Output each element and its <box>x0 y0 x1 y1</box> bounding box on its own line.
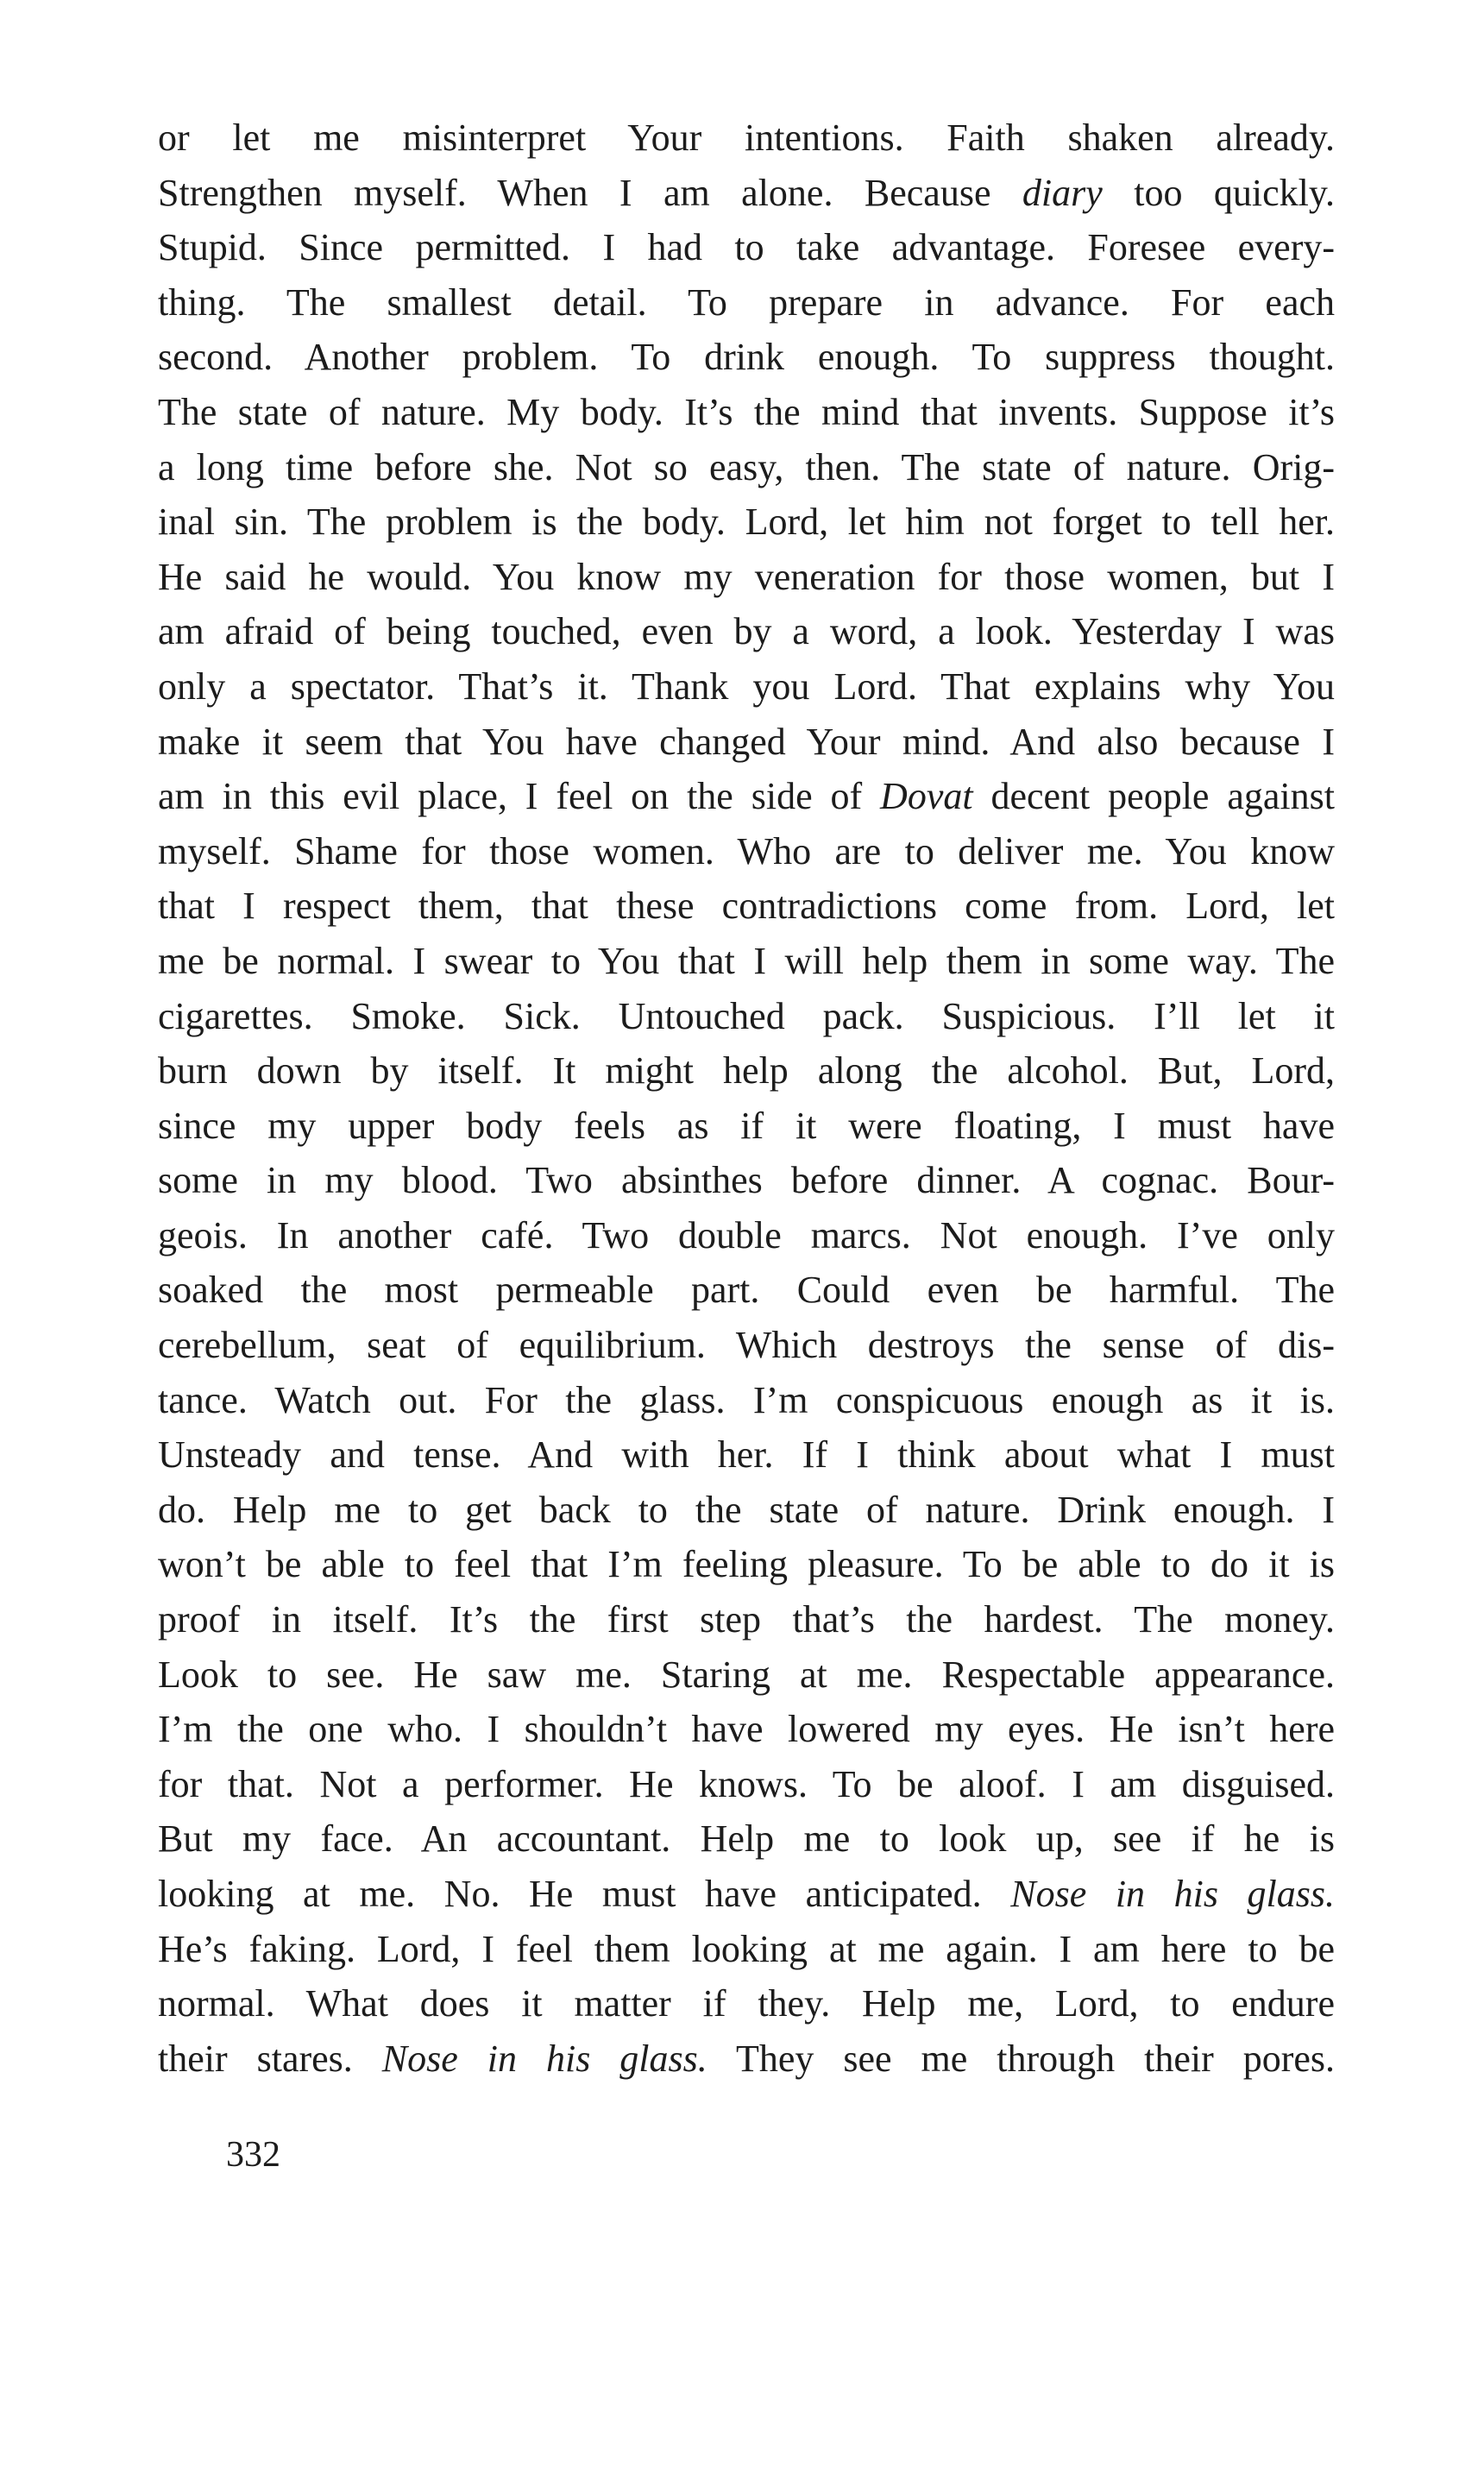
text-line <box>158 715 1335 770</box>
text-line <box>158 1318 1335 1373</box>
text-line <box>158 1043 1335 1099</box>
text-run: some in my blood. Two absinthes before dinner. A cognac. Bour- <box>158 1159 1335 1202</box>
text-run: But my face. An accountant. Help me to look up, see if he is <box>158 1817 1335 1861</box>
text-run: am in this evil place, I feel on the side of <box>158 775 881 818</box>
text-line <box>158 1976 1335 2031</box>
text-run: am afraid of being touched, even by a word, a look. Yesterday I was <box>158 610 1335 653</box>
text-run: geois. In another café. Two double marcs. Not enough. I’ve only <box>158 1213 1335 1257</box>
text-run: do. Help me to get back to the state of nature. Drink enough. I <box>158 1488 1335 1531</box>
text-line <box>158 550 1335 605</box>
italic-phrase: Nose in his glass. <box>1010 1873 1336 1915</box>
text-run: normal. What does it matter if they. Help me, Lord, to endure <box>158 1982 1335 2025</box>
text-line <box>158 989 1335 1044</box>
text-run: The state of nature. My body. It’s the mind that invents. Suppose it’s <box>158 390 1335 433</box>
text-run: too quickly. <box>1102 171 1335 214</box>
text-run: cigarettes. Smoke. Sick. Untouched pack. Suspicious. I’ll let it <box>158 994 1335 1037</box>
text-run: They see me through their pores. <box>707 2037 1336 2080</box>
text-run: their stares. <box>158 2037 382 2080</box>
text-line <box>158 275 1335 331</box>
text-run: that I respect them, that these contradictions come from. Lord, let <box>158 885 1335 928</box>
text-line <box>158 1263 1335 1318</box>
text-line <box>158 1373 1335 1428</box>
text-run: myself. Shame for those women. Who are to deliver me. You know <box>158 829 1335 872</box>
text-line <box>158 166 1335 221</box>
text-line <box>158 934 1335 989</box>
text-run: I’m the one who. I shouldn’t have lowered my eyes. He isn’t here <box>158 1708 1335 1751</box>
text-line <box>158 769 1335 824</box>
italic-phrase: Nose in his glass. <box>381 2037 707 2080</box>
text-line <box>158 2031 1335 2087</box>
text-line <box>158 1483 1335 1538</box>
italic-phrase: diary <box>1022 171 1103 214</box>
page-number: 332 <box>226 2135 280 2175</box>
text-run: since my upper body feels as if it were floating, I must have <box>158 1104 1335 1147</box>
text-line <box>158 494 1335 550</box>
text-run: cerebellum, seat of equilibrium. Which destroys the sense of dis- <box>158 1324 1335 1367</box>
text-run: He’s faking. Lord, I feel them looking at me again. I am here to be <box>158 1927 1335 1970</box>
text-run: inal sin. The problem is the body. Lord, let him not forget to tell her. <box>158 501 1335 544</box>
text-run: looking at me. No. He must have anticipated. <box>158 1873 1011 1915</box>
text-run: soaked the most permeable part. Could even be harmful. The <box>158 1269 1335 1312</box>
text-run: make it seem that You have changed Your mind. And also because I <box>158 720 1335 763</box>
text-line <box>158 659 1335 715</box>
text-run: Strengthen myself. When I am alone. Because <box>158 171 1022 214</box>
text-run: burn down by itself. It might help along the alcohol. But, Lord, <box>158 1049 1335 1093</box>
text-run: second. Another problem. To drink enough. To suppress thought. <box>158 336 1335 379</box>
text-line <box>158 1208 1335 1263</box>
text-line <box>158 824 1335 879</box>
text-run: He said he would. You know my veneration for those women, but I <box>158 555 1335 598</box>
text-run: won’t be able to feel that I’m feeling pleasure. To be able to do it is <box>158 1543 1335 1586</box>
text-line <box>158 1099 1335 1154</box>
text-line <box>158 110 1335 166</box>
text-run: proof in itself. It’s the first step that’s the hardest. The money. <box>158 1598 1335 1641</box>
text-run: me be normal. I swear to You that I will help them in some way. The <box>158 939 1335 982</box>
text-line <box>158 604 1335 659</box>
text-run: tance. Watch out. For the glass. I’m conspicuous enough as it is. <box>158 1378 1335 1421</box>
text-line <box>158 1592 1335 1647</box>
text-run: thing. The smallest detail. To prepare in advance. For each <box>158 280 1335 324</box>
text-line <box>158 220 1335 275</box>
text-line <box>158 1702 1335 1757</box>
text-line <box>158 330 1335 385</box>
text-line <box>158 1647 1335 1703</box>
text-run: a long time before she. Not so easy, then. The state of nature. Orig- <box>158 445 1335 488</box>
text-run: or let me misinterpret Your intentions. Faith shaken already. <box>158 117 1335 159</box>
text-run: Stupid. Since permitted. I had to take advantage. Foresee every- <box>158 226 1335 269</box>
text-line <box>158 879 1335 934</box>
body-text <box>158 110 1335 2086</box>
text-line <box>158 1153 1335 1208</box>
text-run: for that. Not a performer. He knows. To be aloof. I am disguised. <box>158 1762 1335 1805</box>
text-run: only a spectator. That’s it. Thank you Lord. That explains why You <box>158 664 1335 708</box>
text-run: decent people against <box>972 775 1335 818</box>
text-line <box>158 1757 1335 1812</box>
text-run: Unsteady and tense. And with her. If I think about what I must <box>158 1433 1335 1477</box>
text-line <box>158 1537 1335 1592</box>
text-line <box>158 1427 1335 1483</box>
text-line <box>158 440 1335 495</box>
text-line <box>158 1922 1335 1977</box>
text-line <box>158 1867 1335 1922</box>
text-line <box>158 1811 1335 1867</box>
italic-phrase: Dovat <box>880 775 973 818</box>
text-run: Look to see. He saw me. Staring at me. Respectable appearance. <box>158 1653 1335 1696</box>
text-line <box>158 385 1335 440</box>
